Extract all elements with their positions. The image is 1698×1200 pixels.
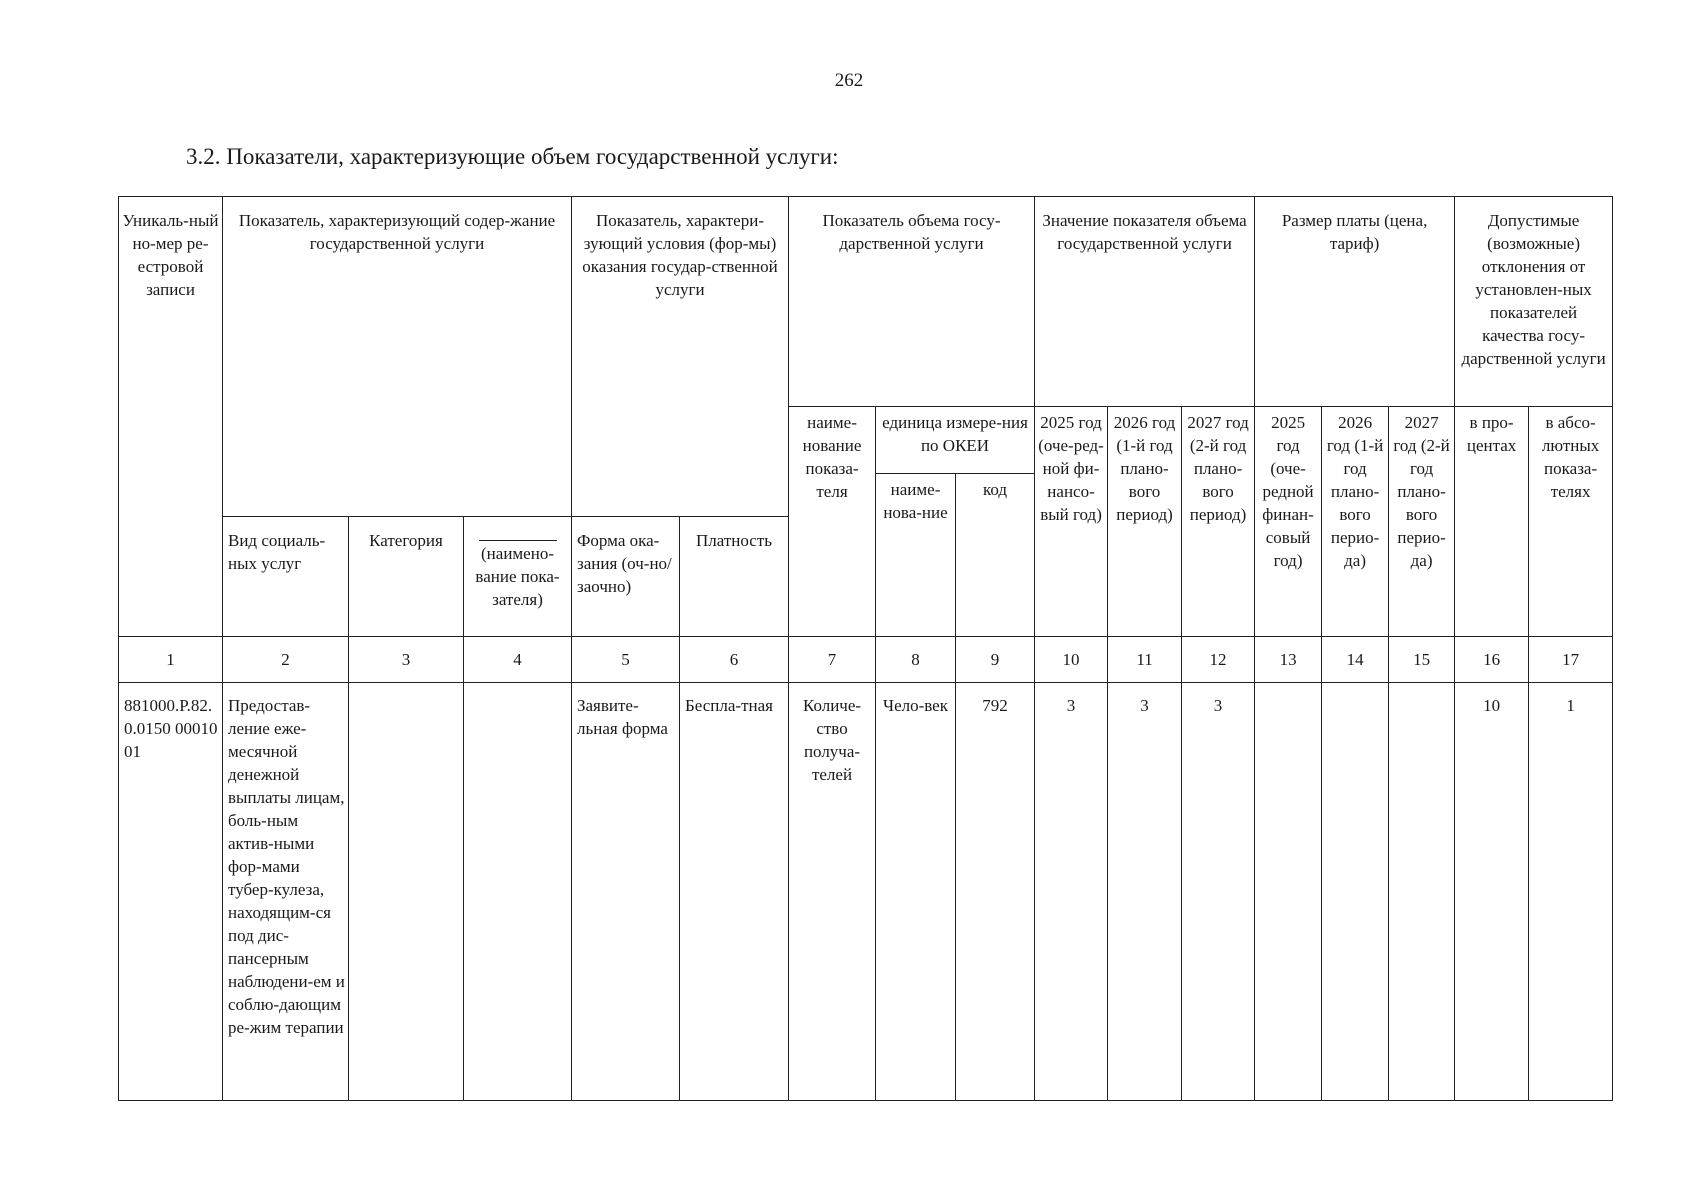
header-deviation-percent: в про-центах (1455, 407, 1529, 637)
cell-payment: Бесплa-тная (680, 683, 789, 1101)
header-content-indicator: Показатель, характеризующий содер-жание государственной услуги (223, 197, 572, 517)
cell-service-type: Предостав-ление еже-месячной денежной выплаты лицам, боль-ным актив-ными фор-мами тубер-кулеза, находящим-ся под дис-пансерным наблюдени-ем и соблю-дающим ре-жим терапии (223, 683, 349, 1101)
column-number: 8 (876, 637, 956, 683)
header-okei-unit: единица измере-ния по ОКЕИ (876, 407, 1035, 474)
column-number: 13 (1255, 637, 1322, 683)
cell-form: Заявите-льная форма (572, 683, 680, 1101)
cell-fee-2025 (1255, 683, 1322, 1101)
column-number: 15 (1389, 637, 1455, 683)
column-number: 3 (349, 637, 464, 683)
cell-fee-2026 (1322, 683, 1389, 1101)
column-number: 6 (680, 637, 789, 683)
column-number: 11 (1108, 637, 1182, 683)
cell-category (349, 683, 464, 1101)
header-okei-name: наиме-нова-ние (876, 474, 956, 637)
cell-fee-2027 (1389, 683, 1455, 1101)
column-number: 9 (956, 637, 1035, 683)
header-okei-code: код (956, 474, 1035, 637)
header-fee: Размер платы (цена, тариф) (1255, 197, 1455, 407)
column-number: 7 (789, 637, 876, 683)
header-form-of-provision: Форма ока-зания (оч-но/заочно) (572, 517, 680, 637)
cell-value-2027: 3 (1182, 683, 1255, 1101)
column-number: 12 (1182, 637, 1255, 683)
cell-deviation-absolute: 1 (1529, 683, 1613, 1101)
header-social-service-type: Вид социаль-ных услуг (223, 517, 349, 637)
header-payment: Платность (680, 517, 789, 637)
cell-indicator-name: Количе-ство получа-телей (789, 683, 876, 1101)
header-registry-number: Уникаль-ный но-мер ре-естровой записи (119, 197, 223, 637)
table-row (119, 683, 1613, 1101)
column-number: 4 (464, 637, 572, 683)
cell-value-2025: 3 (1035, 683, 1108, 1101)
cell-unit-name: Чело-век (876, 683, 956, 1101)
cell-indicator-4 (464, 683, 572, 1101)
column-number: 17 (1529, 637, 1613, 683)
header-deviations: Допустимые (возможные) отклонения от установлен-ных показателей качества госу-дарственной услуги (1455, 197, 1613, 407)
header-value-2027: 2027 год (2-й год плано-вого период) (1182, 407, 1255, 637)
header-fee-2027: 2027 год (2-й год плано-вого перио-да) (1389, 407, 1455, 637)
header-value-2025: 2025 год (оче-ред-ной фи-нансо-вый год) (1035, 407, 1108, 637)
cell-deviation-percent: 10 (1455, 683, 1529, 1101)
header-indicator-blank-label: (наимено-вание пока-зателя) (475, 544, 560, 609)
column-number: 16 (1455, 637, 1529, 683)
volume-indicators-table (118, 196, 1613, 1101)
column-number: 5 (572, 637, 680, 683)
header-conditions-indicator: Показатель, характери-зующий условия (фор-мы) оказания государ-ственной услуги (572, 197, 789, 517)
cell-registry-number: 881000.Р.82.0.0150 0001001 (119, 683, 223, 1101)
header-indicator-name: наиме-нование показа-теля (789, 407, 876, 637)
column-number: 2 (223, 637, 349, 683)
header-category: Категория (349, 517, 464, 637)
section-title: 3.2. Показатели, характеризующие объем государственной услуги: (186, 144, 839, 169)
header-value-2026: 2026 год (1-й год плано-вого период) (1108, 407, 1182, 637)
column-number: 14 (1322, 637, 1389, 683)
header-deviation-absolute: в абсо-лютных показа-телях (1529, 407, 1613, 637)
blank-underline (479, 521, 557, 541)
header-fee-2026: 2026 год (1-й год плано-вого перио-да) (1322, 407, 1389, 637)
header-volume-indicator: Показатель объема госу-дарственной услуги (789, 197, 1035, 407)
column-number: 1 (119, 637, 223, 683)
page-number: 262 (834, 70, 864, 91)
cell-value-2026: 3 (1108, 683, 1182, 1101)
header-indicator-blank (464, 517, 572, 637)
cell-unit-code: 792 (956, 683, 1035, 1101)
header-fee-2025: 2025 год (оче-редной финан-совый год) (1255, 407, 1322, 637)
header-volume-value: Значение показателя объема государственной услуги (1035, 197, 1255, 407)
column-number: 10 (1035, 637, 1108, 683)
